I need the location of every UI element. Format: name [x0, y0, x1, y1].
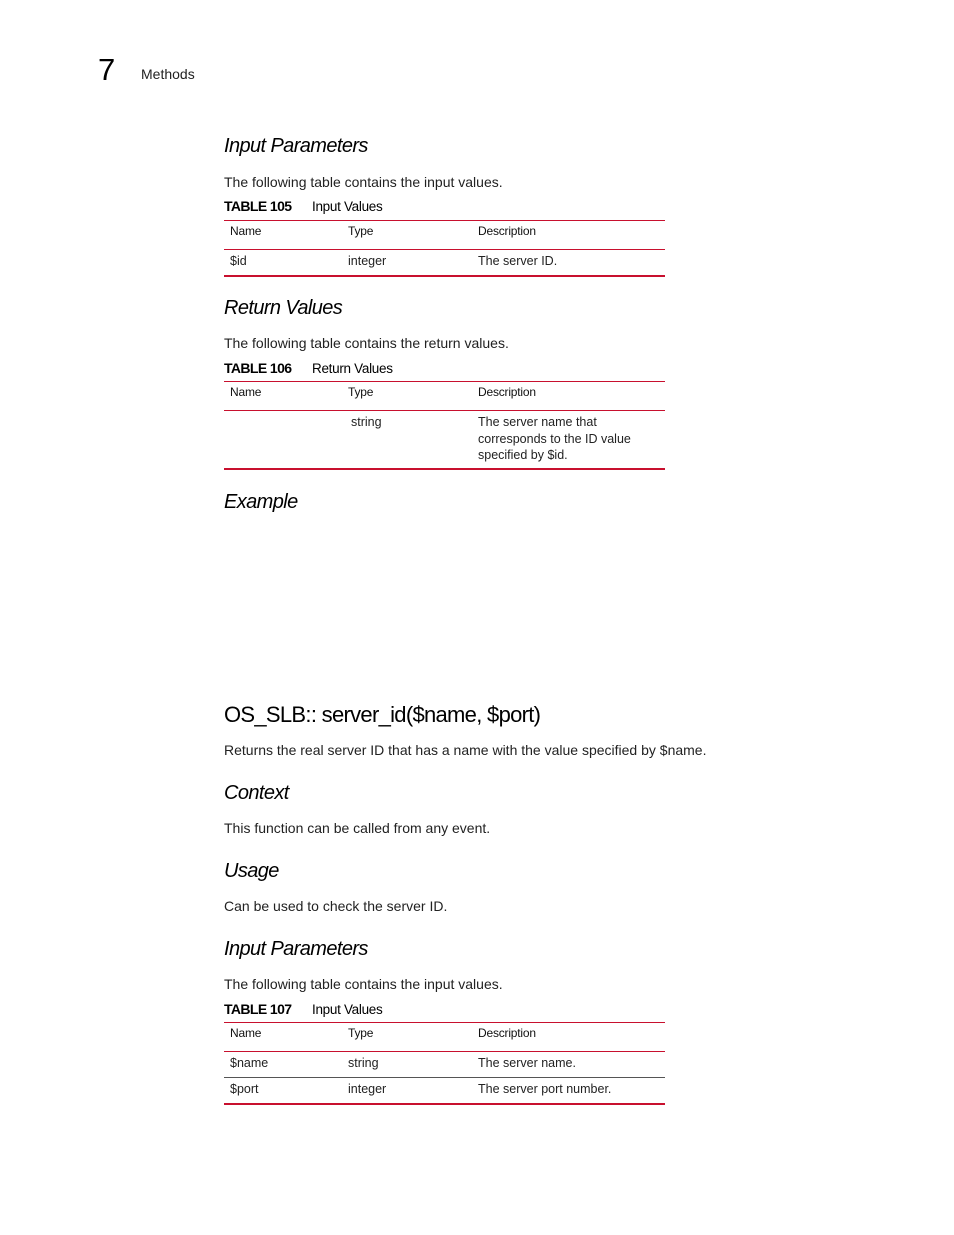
cell-name: $name: [224, 1052, 342, 1078]
column-header-name: Name: [224, 382, 342, 411]
table-number: TABLE 107: [224, 1001, 292, 1017]
table-row: [224, 1052, 665, 1078]
column-header-type: Type: [342, 1023, 472, 1052]
column-header-type: Type: [342, 382, 472, 411]
return-values-heading: Return Values: [224, 297, 343, 319]
cell-name: $id: [224, 250, 342, 277]
table-106-caption: [224, 359, 393, 378]
table-105: [224, 220, 665, 277]
example-heading: Example: [224, 491, 298, 513]
input-intro-text: The following table contains the input values.: [224, 174, 503, 190]
cell-description: The server ID.: [472, 250, 665, 277]
table-header-row: [224, 1023, 665, 1052]
method-description: Returns the real server ID that has a name with the value specified by $name.: [224, 742, 707, 758]
table-105-caption: [224, 197, 382, 216]
column-header-name: Name: [224, 221, 342, 250]
cell-description: The server port number.: [472, 1078, 665, 1105]
table-title: Input Values: [312, 199, 383, 214]
table-107: [224, 1022, 665, 1105]
table-row: [224, 250, 665, 277]
table-title: Input Values: [312, 1002, 383, 1017]
cell-description: The server name.: [472, 1052, 665, 1078]
table-header-row: [224, 221, 665, 250]
cell-type: integer: [342, 1078, 472, 1105]
column-header-description: Description: [472, 382, 665, 411]
chapter-number: 7: [98, 52, 116, 87]
chapter-title: Methods: [141, 66, 195, 82]
table-106: [224, 381, 665, 470]
context-heading: Context: [224, 782, 289, 804]
table-title: Return Values: [312, 361, 393, 376]
cell-name: $port: [224, 1078, 342, 1105]
cell-type: integer: [342, 250, 472, 277]
cell-type: string: [342, 1052, 472, 1078]
table-107-caption: [224, 1000, 382, 1019]
column-header-type: Type: [342, 221, 472, 250]
table-row: [224, 411, 665, 469]
return-intro-text: The following table contains the return values.: [224, 335, 509, 351]
table-number: TABLE 106: [224, 360, 292, 376]
method-title: OS_SLB:: server_id($name, $port): [224, 702, 541, 727]
context-text: This function can be called from any event.: [224, 820, 491, 836]
cell-type: string: [342, 411, 472, 469]
usage-text: Can be used to check the server ID.: [224, 898, 448, 914]
column-header-description: Description: [472, 221, 665, 250]
table-row: [224, 1078, 665, 1105]
table-header-row: [224, 382, 665, 411]
cell-name: [224, 411, 342, 469]
column-header-description: Description: [472, 1023, 665, 1052]
column-header-name: Name: [224, 1023, 342, 1052]
input-intro-text: The following table contains the input values.: [224, 976, 503, 992]
input-parameters-heading: Input Parameters: [224, 135, 368, 157]
input-parameters-heading: Input Parameters: [224, 938, 368, 960]
cell-description: The server name that corresponds to the ID value specified by $id.: [472, 411, 665, 469]
table-number: TABLE 105: [224, 198, 292, 214]
usage-heading: Usage: [224, 860, 279, 882]
